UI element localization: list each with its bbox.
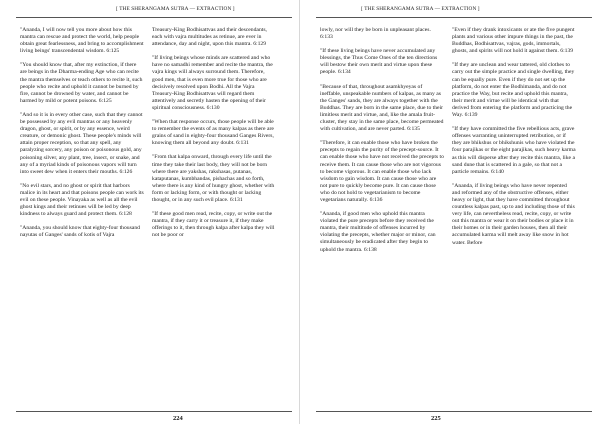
right-running-head-title: [ THE SHERANGAMA SUTRA — EXTRACTION ]	[361, 6, 480, 12]
paragraph: "No evil stars, and no ghost or spirit that harbors malice in its heart and that poisons people can work its evil on these people. Vinayaka as well as all the evil ghost kings and their retinues will be led by deep kindness to always guard and protect them. 6:128	[20, 182, 144, 218]
paragraph: "And so it is in every other case, such that they cannot be possessed by any evil mantras or any heavenly dragon, ghost, or spirit, or by any essence, weird creature, or demonic ghost. These people's minds will attain proper reception, so that any spell, any paralyzing sorcery, any poison or poisonous gold, any poisoning silver, any plant, tree, insect, or snake, and any of a myriad kinds of poisonous vapors will turn into sweet dew when it enters their mouths. 6:126	[20, 111, 143, 175]
paragraph: "If they have committed the five rebellious acts, grave offenses warranting uninterrupted retribution, or if they are bhikshus or bhikshunis who have violated the four parajikas or the eight parajikas, such heavy karma as this will disperse after they recite this mantra, like a sand dune that is scattered in a gale, so that not a particle remains. 6:140	[452, 126, 576, 175]
paragraph: "You should know that, after my extinction, if there are beings in the Dharma-ending Age who can recite the mantra themselves or teach others to recite it, such people who recite and uphold it cannot be burned by fire, cannot be drowned by water, and cannot be harmed by mild or potent poisons. 6:125	[20, 62, 143, 104]
right-page-footer	[316, 411, 592, 422]
right-column-2	[452, 27, 576, 254]
left-page-number: 224	[173, 415, 183, 422]
right-page-number: 225	[431, 415, 441, 422]
paragraph: "Ananda, if living beings who have never repented and reformed any of the obstructive offenses, either heavy or light, that they have committed throughout countless kalpas past, up to and including those of this very life, can nevertheless read, recite, copy, or write out this mantra or wear it on their bodies or place it in their homes or in their garden houses, then all their accumulated karma will melt away like snow in hot water. Before	[452, 182, 575, 246]
paragraph: Treasury-King Bodhisattvas and their descendants, each with vajra multitudes as retinue, are ever in attendance, day and night, upon this mantra. 6:129	[152, 27, 267, 48]
left-column-2	[152, 27, 276, 246]
paragraph: lowly, nor will they be born in unpleasant places. 6:133	[320, 27, 431, 41]
paragraph: "From that kalpa onward, through every life until the time they take their last body, they will not be born where there are yakshas, rakshasas, putanas, kataputanas, kumbhandas, pishachas and so forth, where there is any kind of hungry ghost, whether with form or lacking form, or with thought or lacking thought, or in any such evil place. 6:131	[152, 154, 275, 203]
left-running-head-title: [ THE SHERANGAMA SUTRA — EXTRACTION ]	[116, 6, 235, 12]
paragraph: "Therefore, it can enable those who have broken the precepts to regain the purity of the precept-source. It can enable those who have not received the precepts to receive them. It can cause those who are not vigorous to become vigorous. It can enable those who lack wisdom to gain wisdom. It can cause those who are not pure to quickly become pure. It can cause those who do not hold to vegetarianism to become vegetarians naturally. 6:136	[320, 140, 444, 203]
right-page	[300, 0, 600, 424]
left-running-head	[16, 5, 292, 18]
right-running-head	[316, 5, 592, 18]
paragraph: "Ananda, I will now tell you more about how this mantra can rescue and protect the world, help people obtain great fearlessness, and bring to accomplishment living beings' transcendental wisdom. 6:125	[20, 27, 144, 55]
paragraph: "If living beings whose minds are scattered and who have no samadhi remember and recite the mantra, the vajra kings will always surround them. Therefore, good men, that is even more true for those who are decisively resolved upon Bodhi. All the Vajra Treasury-King Bodhisattvas will regard them attentively and secretly hasten the opening of their spiritual consciousness. 6:130	[152, 55, 273, 111]
paragraph: "Because of that, throughout asamkhyeyas of ineffable, unspeakable numbers of kalpas, as many as the Ganges' sands, they are always together with the Buddhas. They are born in the same place, due to their limitless merit and virtue, and, like the amala fruit-cluster, they stay in the same place, become permeated with cultivation, and are never parted. 6:135	[320, 83, 444, 133]
right-column-1	[320, 27, 444, 261]
paragraph: "Ananda, if good men who uphold this mantra violated the pure precepts before they received the mantra, their multitude of offenses incurred by violating the precepts, whether major or minor, can simultaneously be eradicated after they begin to uphold the mantra. 6:138	[320, 211, 436, 253]
paragraph: "If they are unclean and wear tattered, old clothes to carry out the simple practice and single dwelling, they can be equally pure. Even if they do not set up the platform, do not enter the Bodhimanda, and do not practice the Way, but recite and uphold this mantra, their merit and virtue will be identical with that derived from entering the platform and practicing the Way. 6:139	[452, 62, 575, 119]
paragraph: "Ananda, you should know that eighty-four thousand nayutas of Ganges' sands of kotis of Vajra	[20, 225, 140, 239]
paragraph: "When that response occurs, those people will be able to remember the events of as many kalpas as there are grains of sand in eighty-four thousand Ganges Rivers, knowing them all beyond any doubt. 6:131	[152, 119, 274, 147]
paragraph: "Even if they drank intoxicants or ate the five pungent plants and various other impure things in the past, the Buddhas, Bodhisattvas, vajras, gods, immortals, ghosts, and spirits will not hold it against them. 6:139	[452, 27, 575, 55]
paragraph: "If these good men read, recite, copy, or write out the mantra, if they carry it or treasure it, if they make offerings to it, then through kalpa after kalpa they will not be poor or	[152, 211, 275, 239]
left-column-1	[20, 27, 144, 246]
paragraph: "If these living beings have never accumulated any blessings, the Thus Come Ones of the ten directions will bestow their own merit and virtue upon these people. 6:134	[320, 48, 438, 76]
left-page-footer	[16, 411, 292, 422]
